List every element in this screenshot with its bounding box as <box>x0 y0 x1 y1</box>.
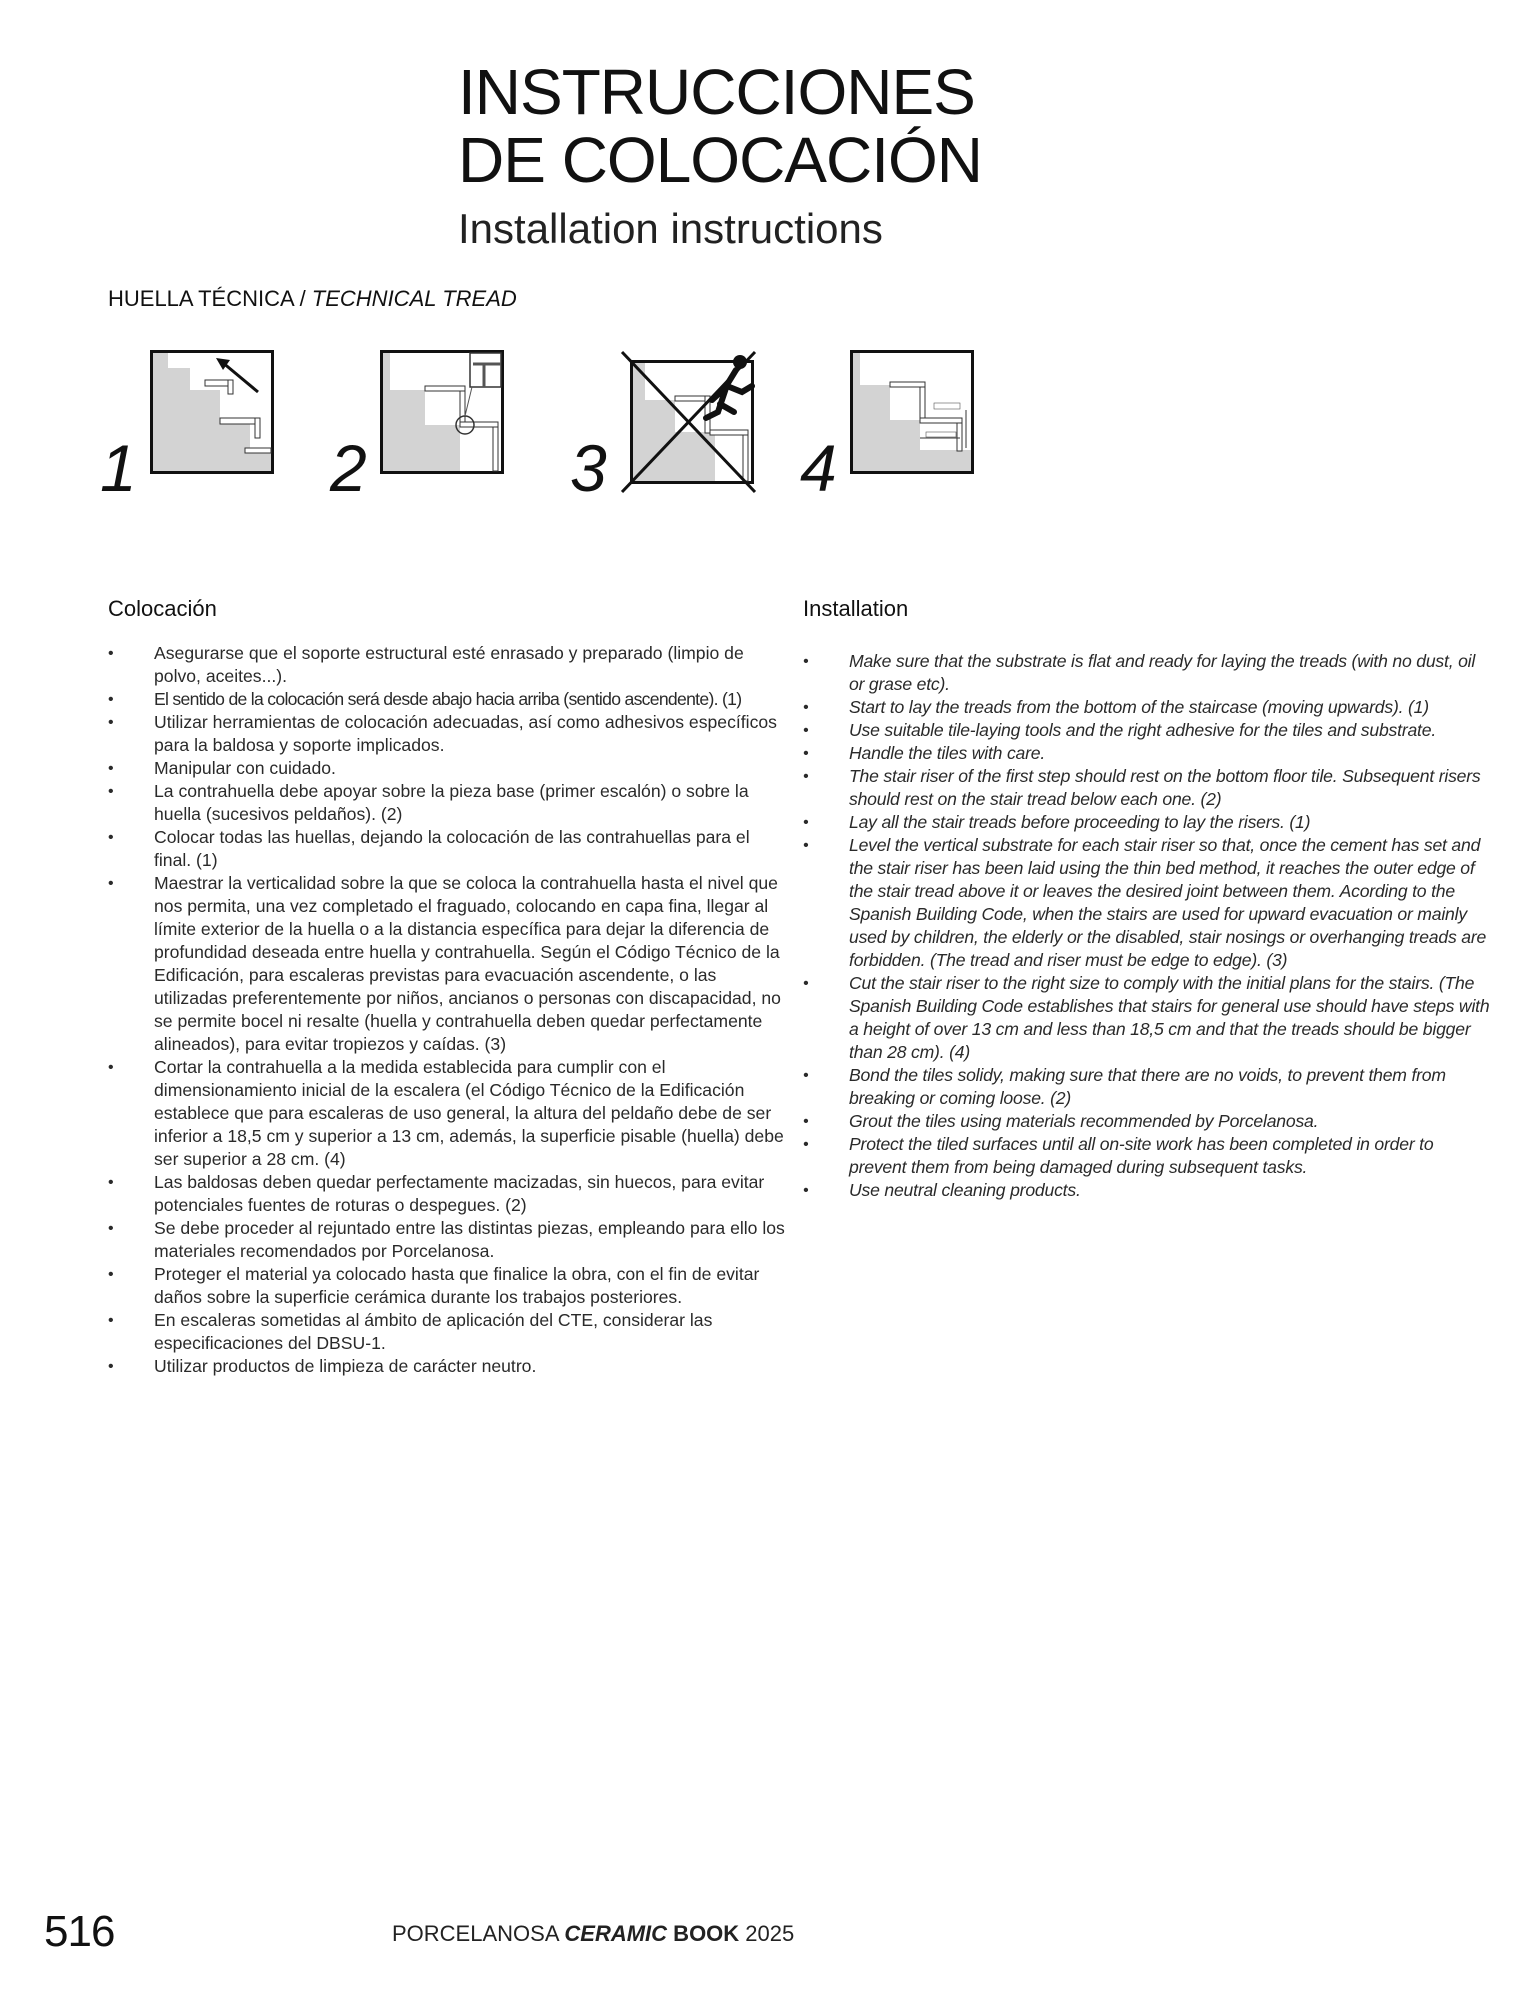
stair-detail-icon <box>380 350 510 480</box>
spanish-instructions-list <box>108 642 788 1378</box>
list-item: • Level the vertical substrate for each stair riser so that, once the cement has set and the stair riser has been laid using the thin bed method, it reaches the outer edge of the stair tread above it or leaves the desired joint between them. Acording to the Spanish Building Code, when the stairs are used for upward evacuation or mainly used by children, the elderly or the disabled, stair nosings or overhanging treads are forbidden. (The tread and riser must be edge to edge). (3) <box>803 834 1493 972</box>
step-number: 3 <box>570 431 607 505</box>
list-item: • Bond the tiles solidy, making sure that there are no voids, to prevent them from breaking or coming loose. (2) <box>803 1064 1493 1110</box>
footer-ceramic: CERAMIC <box>564 1921 668 1946</box>
list-item: • El sentido de la colocación será desde abajo hacia arriba (sentido ascendente). (1) <box>108 688 788 711</box>
list-item: • En escaleras sometidas al ámbito de aplicación del CTE, considerar las especificaciones del DBSU-1. <box>108 1309 788 1355</box>
title-line-1: INSTRUCCIONES <box>458 56 975 128</box>
step-number: 1 <box>100 431 137 505</box>
page-number: 516 <box>44 1907 115 1956</box>
section-label-en: TECHNICAL TREAD <box>311 286 517 311</box>
list-item: • Las baldosas deben quedar perfectamente macizadas, sin huecos, para evitar potenciales fuentes de roturas o despegues. (2) <box>108 1171 788 1217</box>
list-item: • Cortar la contrahuella a la medida establecida para cumplir con el dimensionamiento inicial de la escalera (el Código Técnico de la Edificación establece que para escaleras de uso general, la altura del peldaño debe de ser inferior a 18,5 cm y superior a 13 cm, además, la superficie pisable (huella) debe ser superior a 28 cm. (4) <box>108 1056 788 1171</box>
stair-arrow-icon <box>150 350 280 480</box>
steps-diagram <box>100 350 1000 510</box>
step-1 <box>100 350 300 510</box>
list-item: • Utilizar herramientas de colocación adecuadas, así como adhesivos específicos para la baldosa y soporte implicados. <box>108 711 788 757</box>
step-number: 4 <box>800 431 837 505</box>
list-item: • Cut the stair riser to the right size to comply with the initial plans for the stairs. (The Spanish Building Code establishes that stairs for general use should have steps with a height of over 13 cm and less than 18,5 cm and that the treads should be bigger than 28 cm). (4) <box>803 972 1493 1064</box>
list-item: • Use suitable tile-laying tools and the right adhesive for the tiles and substrate. <box>803 719 1493 742</box>
footer-book: BOOK <box>667 1921 740 1946</box>
list-item: • Se debe proceder al rejuntado entre las distintas piezas, empleando para ello los materiales recomendados por Porcelanosa. <box>108 1217 788 1263</box>
list-item: • Start to lay the treads from the bottom of the staircase (moving upwards). (1) <box>803 696 1493 719</box>
list-item: • La contrahuella debe apoyar sobre la pieza base (primer escalón) o sobre la huella (sucesivos peldaños). (2) <box>108 780 788 826</box>
footer-brand-name: PORCELANOSA <box>392 1921 565 1946</box>
list-item: • Asegurarse que el soporte estructural esté enrasado y preparado (limpio de polvo, aceites...). <box>108 642 788 688</box>
list-item: • Utilizar productos de limpieza de carácter neutro. <box>108 1355 788 1378</box>
step-3 <box>570 350 770 510</box>
title-line-2: DE COLOCACIÓN <box>458 124 982 196</box>
list-item: • Lay all the stair treads before proceeding to lay the risers. (1) <box>803 811 1493 834</box>
footer-brand <box>392 1920 794 1948</box>
english-instructions-list <box>803 650 1493 1202</box>
stair-prohibited-icon <box>620 350 760 500</box>
list-item: • The stair riser of the first step should rest on the bottom floor tile. Subsequent risers should rest on the stair tread below each one. (2) <box>803 765 1493 811</box>
spanish-column-title: Colocación <box>108 596 217 621</box>
section-label-separator: / <box>293 286 312 311</box>
section-label <box>108 285 517 313</box>
list-item: • Use neutral cleaning products. <box>803 1179 1493 1202</box>
list-item: • Protect the tiled surfaces until all on-site work has been completed in order to prevent them from being damaged during subsequent tasks. <box>803 1133 1493 1179</box>
step-2 <box>330 350 530 510</box>
footer-year: 2025 <box>739 1921 795 1946</box>
list-item: • Grout the tiles using materials recommended by Porcelanosa. <box>803 1110 1493 1133</box>
english-column-title: Installation <box>803 596 909 621</box>
list-item: • Manipular con cuidado. <box>108 757 788 780</box>
list-item: • Handle the tiles with care. <box>803 742 1493 765</box>
list-item: • Proteger el material ya colocado hasta que finalice la obra, con el fin de evitar daños sobre la superficie cerámica durante los trabajos posteriores. <box>108 1263 788 1309</box>
stair-dimension-icon <box>850 350 980 480</box>
list-item: • Maestrar la verticalidad sobre la que se coloca la contrahuella hasta el nivel que nos permita, una vez completado el fraguado, colocando en capa fina, llegar al límite exterior de la huella o a la distancia específica para dejar la diferencia de profundidad deseada entre huella y contrahuella. Según el Código Técnico de la Edificación, para escaleras previstas para evacuación ascendente, o las utilizadas preferentemente por niños, ancianos o personas con discapacidad, no se permite bocel ni resalte (huella y contrahuella deben quedar perfectamente alineados), para evitar tropiezos y caídas. (3) <box>108 872 788 1056</box>
section-label-es: HUELLA TÉCNICA <box>108 286 294 311</box>
list-item: • Make sure that the substrate is flat and ready for laying the treads (with no dust, oil or grase etc). <box>803 650 1493 696</box>
step-4 <box>800 350 1000 510</box>
page-title <box>458 58 982 194</box>
list-item: • Colocar todas las huellas, dejando la colocación de las contrahuellas para el final. (1) <box>108 826 788 872</box>
page-subtitle: Installation instructions <box>458 205 883 252</box>
step-number: 2 <box>330 431 367 505</box>
